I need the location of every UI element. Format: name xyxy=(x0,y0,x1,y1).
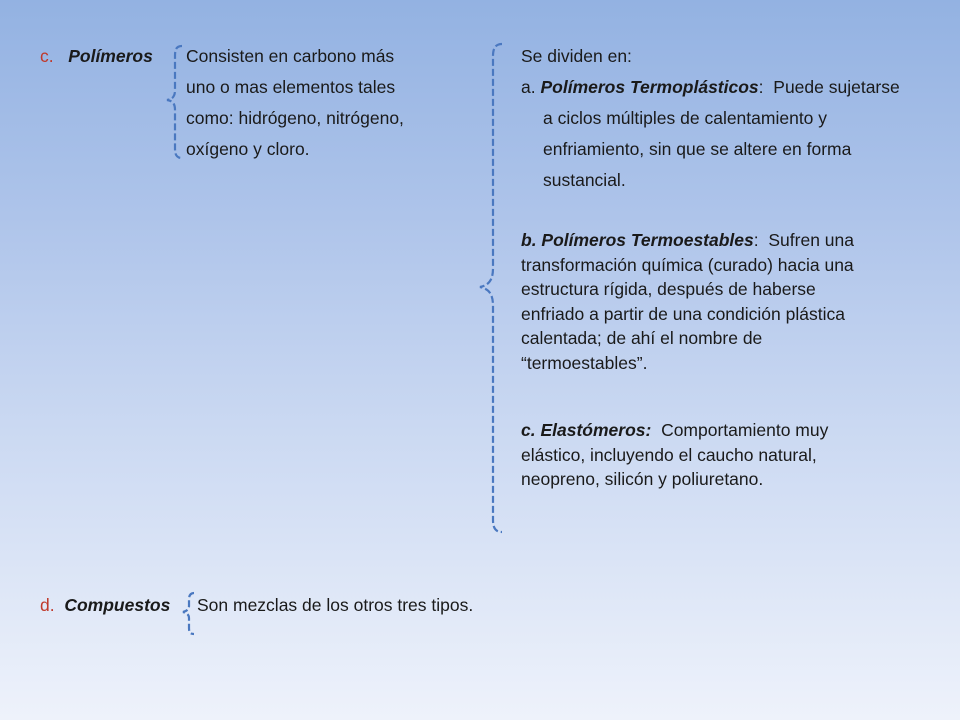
compuestos-brace xyxy=(180,592,196,638)
division-b-line-1: transformación química (curado) hacia una xyxy=(521,254,854,275)
compuestos-heading xyxy=(40,590,170,621)
division-a-line-1: a ciclos múltiples de calentamiento y xyxy=(543,108,828,128)
division-b-paragraph xyxy=(521,228,901,375)
division-c-title: c. Elastómeros: xyxy=(521,420,652,440)
division-a-title: Polímeros Termoplásticos xyxy=(540,77,759,97)
divisions-brace xyxy=(476,42,506,542)
polimeros-marker: c. xyxy=(40,46,54,66)
division-a-sep: : xyxy=(758,77,764,97)
divisions-intro: Se dividen en: xyxy=(521,46,632,66)
division-a-first-line: Puede sujetarse xyxy=(773,77,900,97)
division-a-marker: a. xyxy=(521,77,536,97)
division-c-heading xyxy=(521,418,901,443)
polimeros-heading xyxy=(40,41,153,72)
division-b-line-4: calentada; de ahí el nombre de xyxy=(521,328,763,348)
division-b-line-5: “termoestables”. xyxy=(521,352,648,373)
compuestos-text: Son mezclas de los otros tres tipos. xyxy=(197,595,474,615)
division-a-line-3: sustancial. xyxy=(543,170,626,190)
polimeros-line-1: Consisten en carbono más xyxy=(186,46,395,66)
polimeros-line-4: oxígeno y cloro. xyxy=(186,139,310,159)
division-b-sep: : xyxy=(753,230,759,250)
compuestos-title: Compuestos xyxy=(64,595,171,615)
division-c-line-1: elástico, incluyendo el caucho natural, xyxy=(521,444,817,465)
division-b-title: b. Polímeros Termoestables xyxy=(521,230,754,250)
compuestos-marker: d. xyxy=(40,595,55,615)
division-b-heading xyxy=(521,228,901,253)
division-c-first-line: Comportamiento muy xyxy=(661,420,829,440)
division-b-first-line: Sufren una xyxy=(768,230,854,250)
division-b-line-3: enfriado a partir de una condición plástica xyxy=(521,303,845,324)
division-c-paragraph xyxy=(521,418,901,492)
division-a-heading xyxy=(521,72,900,103)
polimeros-brace xyxy=(164,44,184,164)
division-c-line-2: neopreno, silicón y poliuretano. xyxy=(521,469,764,489)
division-b-line-2: estructura rígida, después de haberse xyxy=(521,279,816,299)
division-a-line-2: enfriamiento, sin que se altere en forma xyxy=(543,139,852,159)
polimeros-title: Polímeros xyxy=(68,46,153,66)
polimeros-line-3: como: hidrógeno, nitrógeno, xyxy=(186,108,404,128)
polimeros-line-2: uno o mas elementos tales xyxy=(186,77,396,97)
